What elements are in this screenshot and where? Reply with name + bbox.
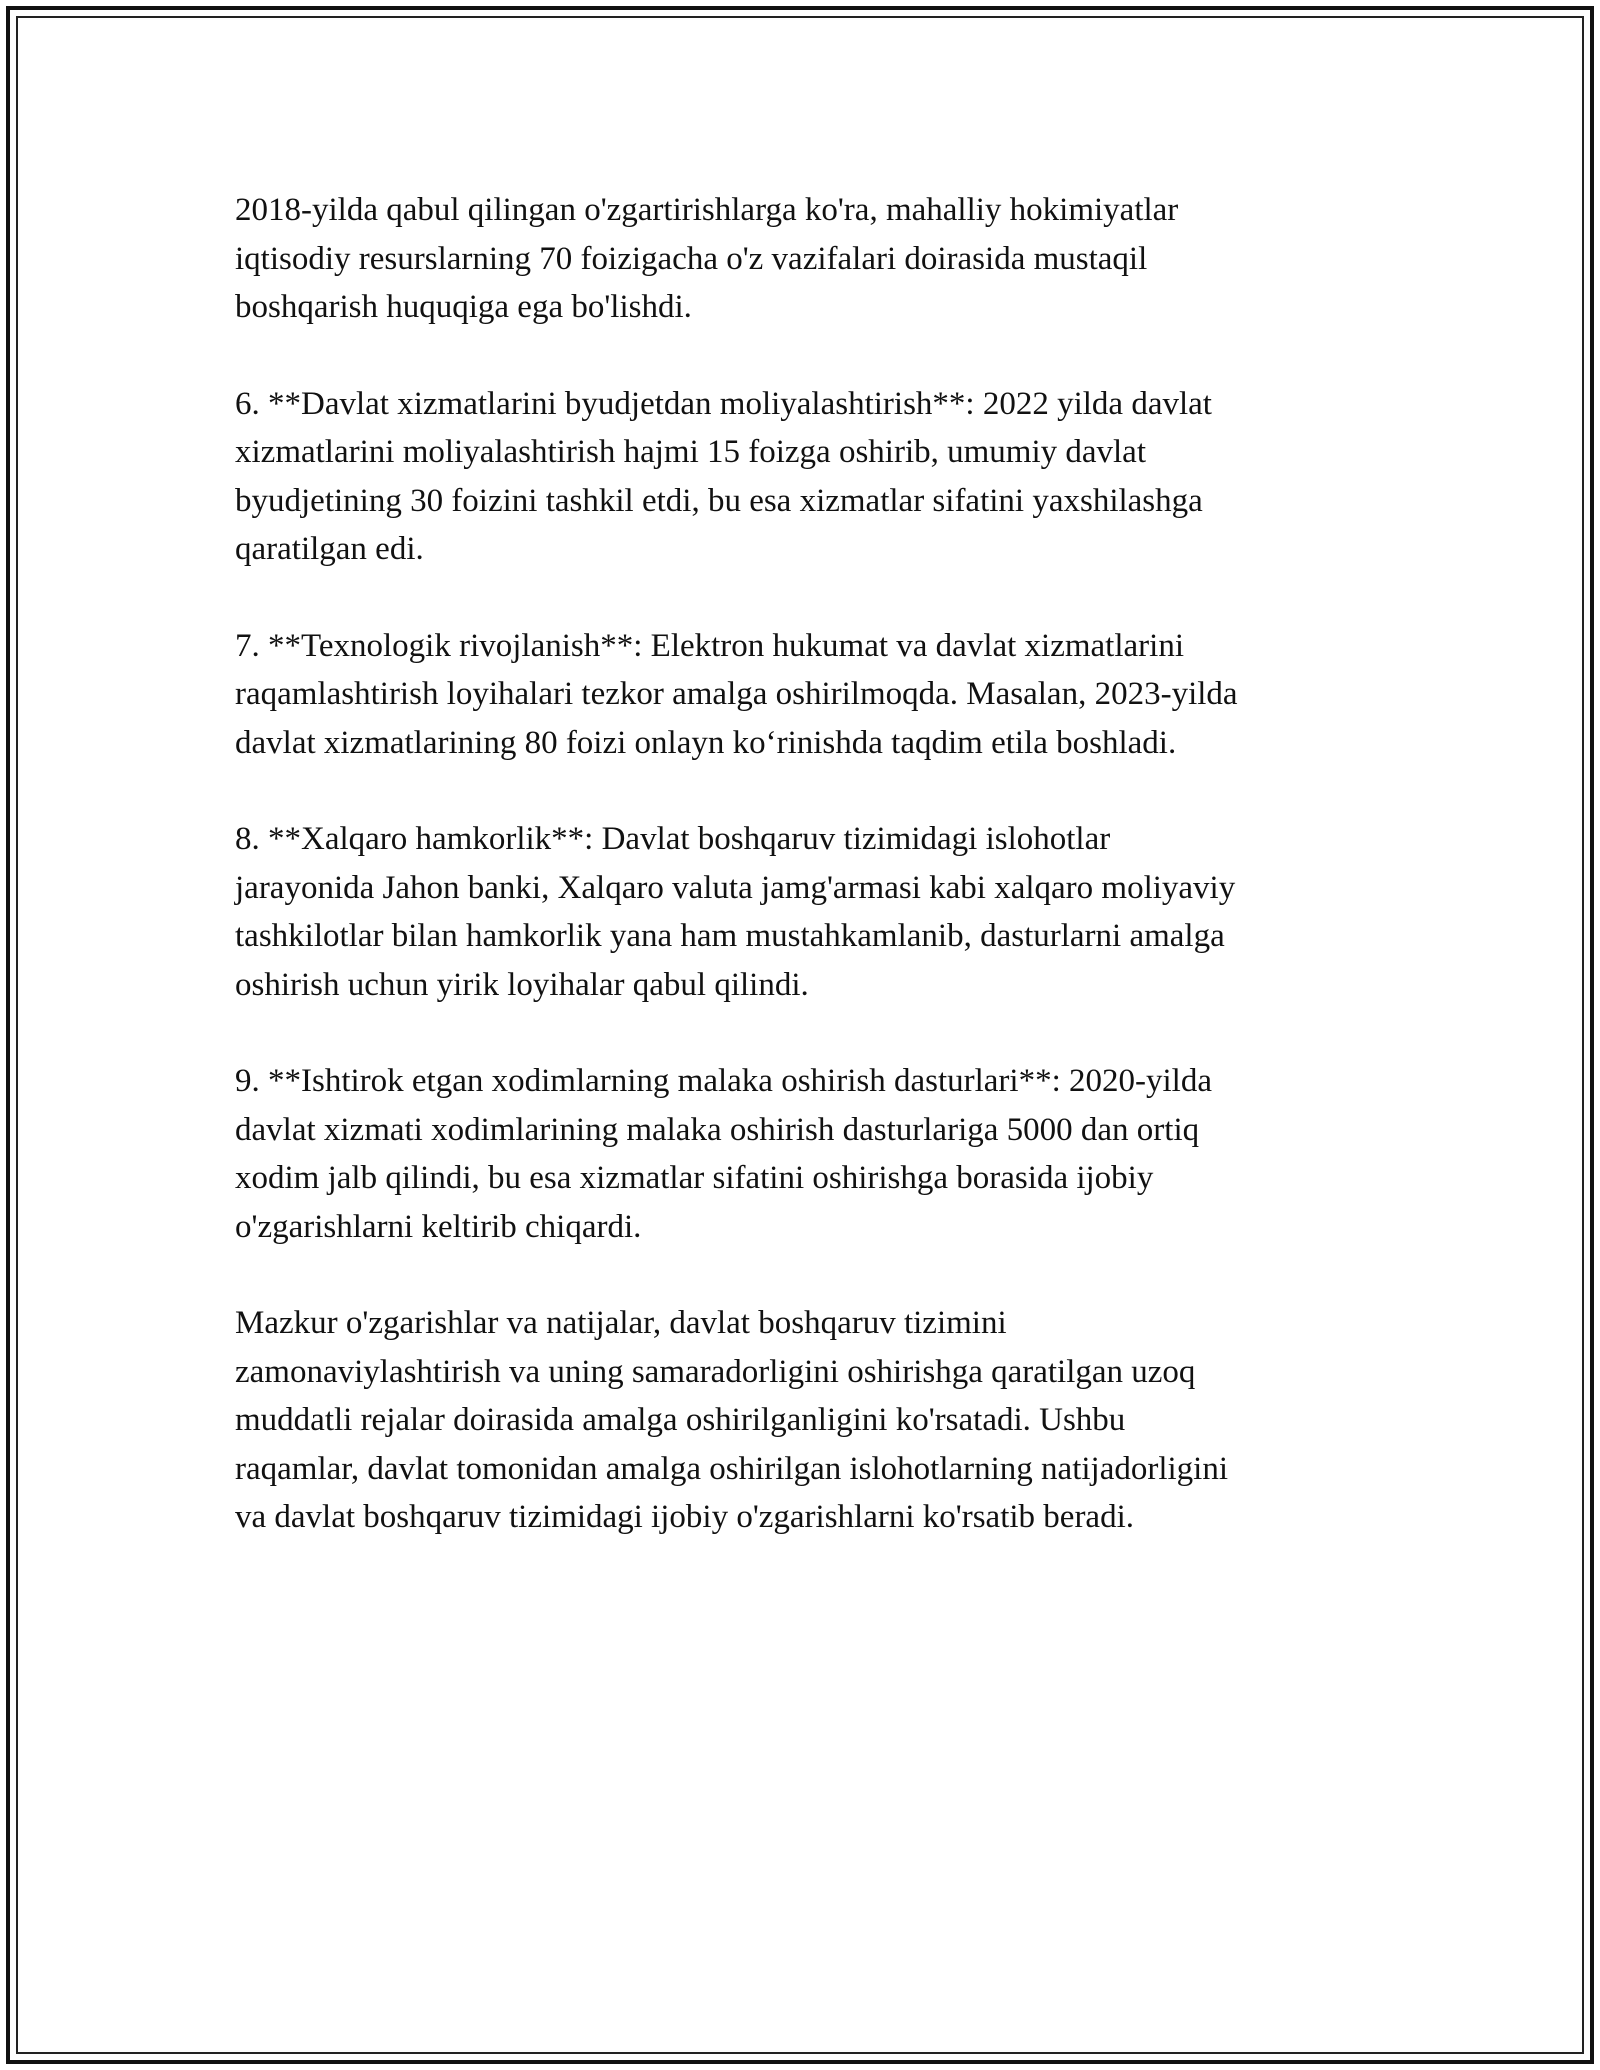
paragraph-item-9: 9. **Ishtirok etgan xodimlarning malaka oshirish dasturlari**: 2020-yilda davlat xizmati xodimlarining malaka oshirish dasturlariga 5000 dan ortiq xodim jalb qilindi, bu esa xizmatlar sifatini oshirishga borasida ijobiy o'zgarishlarni keltirib chiqardi. (235, 1063, 1212, 1245)
paragraph-item-6: 6. **Davlat xizmatlarini byudjetdan moliyalashtirish**: 2022 yilda davlat xizmatlarini moliyalashtirish hajmi 15 foizga oshirib, umumiy davlat byudjetining 30 foizini tashkil etdi, bu esa xizmatlar sifatini yaxshilashga qaratilgan edi. (235, 385, 1212, 567)
paragraph-item-7: 7. **Texnologik rivojlanish**: Elektron hukumat va davlat xizmatlarini raqamlashtirish loyihalari tezkor amalga oshirilmoqda. Masalan, 2023-yilda davlat xizmatlarining 80 foizi onlayn ko‘rinishda taqdim etila boshladi. (235, 627, 1238, 761)
document-body (235, 186, 1365, 1590)
paragraph-item-8: 8. **Xalqaro hamkorlik**: Davlat boshqaruv tizimidagi islohotlar jarayonida Jahon banki, Xalqaro valuta jamg'armasi kabi xalqaro moliyaviy tashkilotlar bilan hamkorlik yana ham mustahkamlanib, dasturlarni amalga oshirish uchun yirik loyihalar qabul qilindi. (235, 821, 1236, 1003)
paragraph-intro: 2018-yilda qabul qilingan o'zgartirishlarga ko'ra, mahalliy hokimiyatlar iqtisodiy resurslarning 70 foizigacha o'z vazifalari doirasida mustaqil boshqarish huquqiga ega bo'lishdi. (235, 192, 1179, 325)
paragraph-conclusion: Mazkur o'zgarishlar va natijalar, davlat boshqaruv tizimini zamonaviylashtirish va uning samaradorligini oshirishga qaratilgan uzoq muddatli rejalar doirasida amalga oshirilganligini ko'rsatadi. Ushbu raqamlar, davlat tomonidan amalga oshirilgan islohotlarning natijadorligini va davlat boshqaruv tizimidagi ijobiy o'zgarishlarni ko'rsatib beradi. (235, 1305, 1229, 1535)
